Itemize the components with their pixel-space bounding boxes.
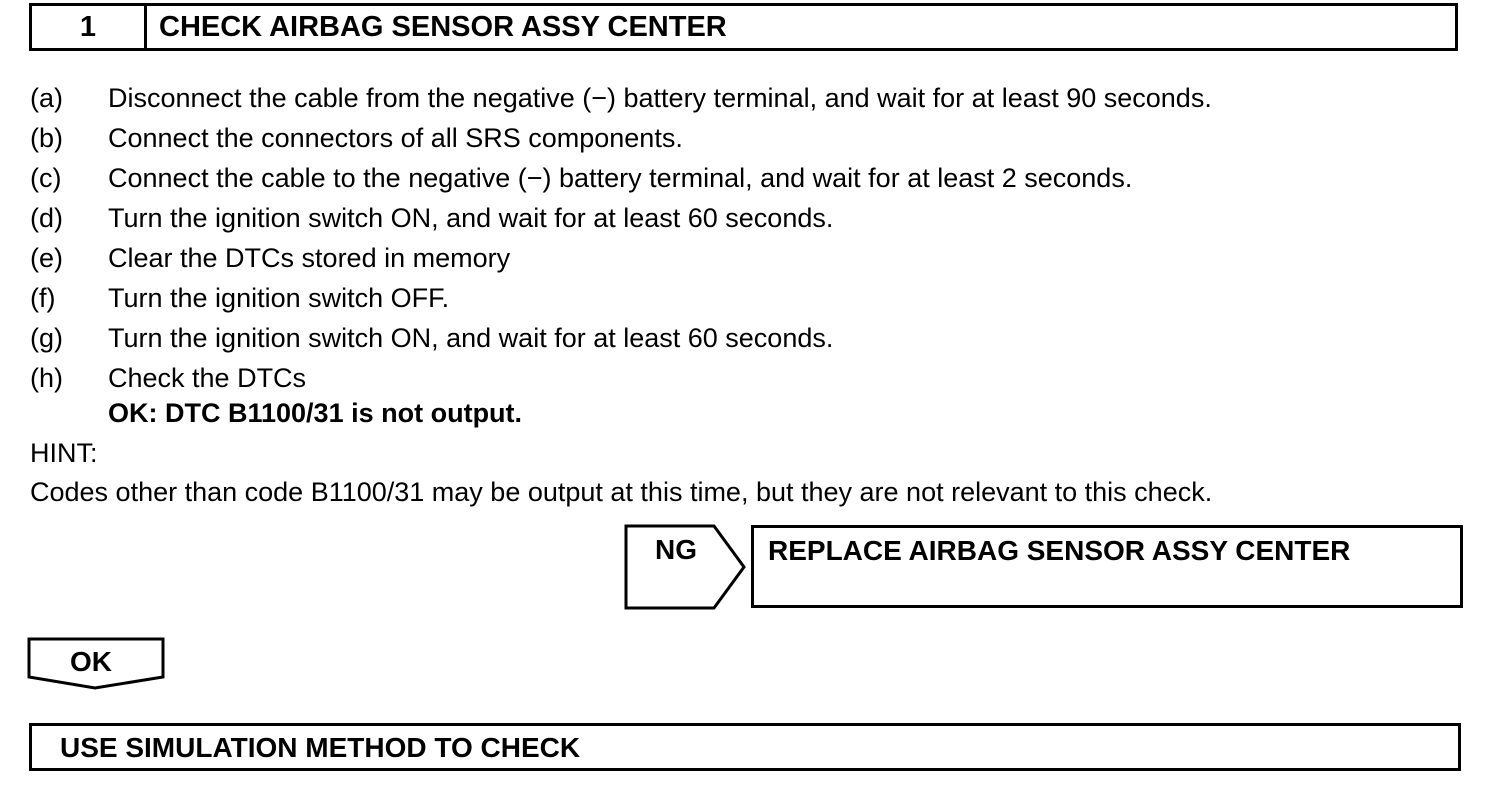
- step-letter: (c): [30, 162, 62, 193]
- procedure-step: [30, 118, 1212, 158]
- step-letter: (g): [30, 322, 63, 353]
- step-title: CHECK AIRBAG SENSOR ASSY CENTER: [159, 10, 727, 43]
- step-header: [29, 3, 1458, 51]
- procedure-step: [30, 238, 1212, 278]
- step-letter: (e): [30, 242, 63, 273]
- step-letter: (a): [30, 82, 63, 113]
- step-text: Turn the ignition switch OFF.: [108, 282, 450, 313]
- step-letter: (f): [30, 282, 56, 313]
- procedure-list: [30, 78, 1212, 398]
- ng-result-box: [751, 525, 1463, 608]
- hint-label: HINT:: [30, 438, 98, 468]
- next-step-box: [29, 723, 1461, 771]
- procedure-step: [30, 358, 1212, 398]
- step-letter: (b): [30, 122, 63, 153]
- procedure-step: [30, 198, 1212, 238]
- ng-label: NG: [655, 534, 697, 565]
- ok-label: OK: [70, 646, 112, 677]
- step-text: Disconnect the cable from the negative (−) battery terminal, and wait for at least 90 seconds.: [108, 82, 1212, 113]
- step-text: Connect the cable to the negative (−) battery terminal, and wait for at least 2 seconds.: [108, 162, 1133, 193]
- hint-text: Codes other than code B1100/31 may be output at this time, but they are not relevant to this check.: [30, 477, 1213, 507]
- procedure-step: [30, 318, 1212, 358]
- step-text: Clear the DTCs stored in memory: [108, 242, 511, 273]
- step-letter: (h): [30, 362, 63, 393]
- step-text: Connect the connectors of all SRS components.: [108, 122, 683, 153]
- step-number: 1: [32, 6, 147, 48]
- next-step-text: USE SIMULATION METHOD TO CHECK: [60, 732, 581, 763]
- ok-criterion: OK: DTC B1100/31 is not output.: [108, 398, 523, 428]
- procedure-step: [30, 278, 1212, 318]
- step-text: Check the DTCs: [108, 362, 307, 393]
- step-text: Turn the ignition switch ON, and wait for at least 60 seconds.: [108, 322, 834, 353]
- step-letter: (d): [30, 202, 63, 233]
- procedure-step: [30, 78, 1212, 118]
- step-text: Turn the ignition switch ON, and wait for at least 60 seconds.: [108, 202, 834, 233]
- procedure-step: [30, 158, 1212, 198]
- ng-action-text: REPLACE AIRBAG SENSOR ASSY CENTER: [768, 535, 1351, 566]
